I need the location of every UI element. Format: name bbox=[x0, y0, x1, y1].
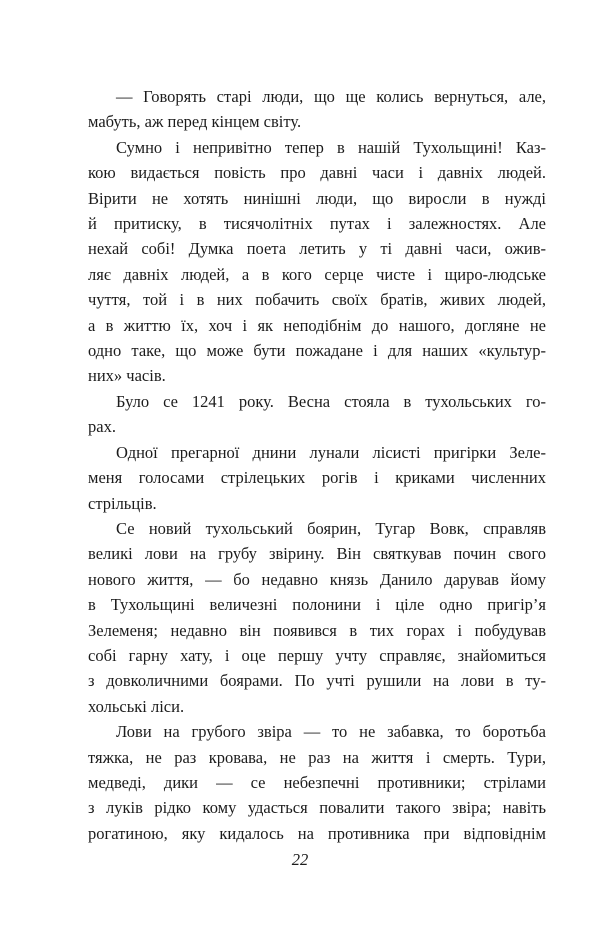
text-line: Було се 1241 року. Весна стояла в тухольських го- bbox=[116, 391, 546, 411]
text-line: Се новий тухольський боярин, Тугар Вовк, справляв bbox=[116, 518, 546, 538]
text-line: Вірити не хотять нинішні люди, що виросли в нужді bbox=[88, 188, 546, 208]
text-line: медведі, дики — се небезпечні противники; стрілами bbox=[88, 772, 546, 792]
text-line: Зелеменя; недавно він появився в тих горах і побудував bbox=[88, 620, 546, 640]
text-line: чуття, той і в них побачить своїх братів, живих людей, bbox=[88, 290, 546, 310]
text-line: а в життю їх, хоч і як неподібнім до нашого, догляне не bbox=[88, 315, 546, 335]
text-line: великі лови на грубу звірину. Він святкував почин свого bbox=[88, 544, 546, 564]
text-line: стрільців. bbox=[88, 493, 157, 513]
text-line: одно таке, що може бути пожадане і для наших «культур- bbox=[88, 341, 546, 361]
text-line: й притиску, в тисячолітніх путах і залежностях. Але bbox=[88, 214, 546, 234]
text-line: собі гарну хату, і оце першу учту справляє, знайомиться bbox=[88, 645, 546, 665]
text-line: Одної прегарної днини лунали лісисті пригірки Зеле- bbox=[116, 442, 546, 462]
text-line: ляє давніх людей, а в кого серце чисте і щиро-людське bbox=[88, 264, 546, 284]
text-line: нехай собі! Думка поета летить у ті давні часи, ожив- bbox=[88, 239, 546, 259]
text-line: в Тухольщині величезні полонини і ціле одно пригір’я bbox=[88, 595, 546, 615]
text-line: Лови на грубого звіра — то не забавка, то боротьба bbox=[116, 722, 546, 742]
text-line: тяжка, не раз кровава, не раз на життя і смерть. Тури, bbox=[88, 747, 546, 767]
text-line: хольські ліси. bbox=[88, 696, 185, 716]
text-line: з довколичними боярами. По учті рушили на лови в ту- bbox=[88, 671, 546, 691]
text-line: рах. bbox=[88, 417, 116, 437]
text-line: меня голосами стрілецьких рогів і криками численних bbox=[88, 468, 546, 488]
text-line: — Говорять старі люди, що ще колись вернуться, але, bbox=[116, 87, 546, 106]
text-line: них» часів. bbox=[88, 366, 166, 386]
text-line: Сумно і непривітно тепер в нашій Тухольщині! Каз- bbox=[116, 137, 546, 157]
text-line: рогатиною, яку кидалось на противника при відповіднім bbox=[88, 823, 546, 843]
text-line: з луків рідко кому удасться повалити такого звіра; навіть bbox=[88, 798, 546, 818]
text-line: мабуть, аж перед кінцем світу. bbox=[88, 112, 302, 132]
page-text bbox=[88, 84, 546, 846]
page-number: 22 bbox=[291, 850, 309, 869]
text-line: нового життя, — бо недавно князь Данило дарував йому bbox=[88, 569, 546, 589]
text-line: кою видається повість про давні часи і давніх людей. bbox=[88, 163, 546, 183]
